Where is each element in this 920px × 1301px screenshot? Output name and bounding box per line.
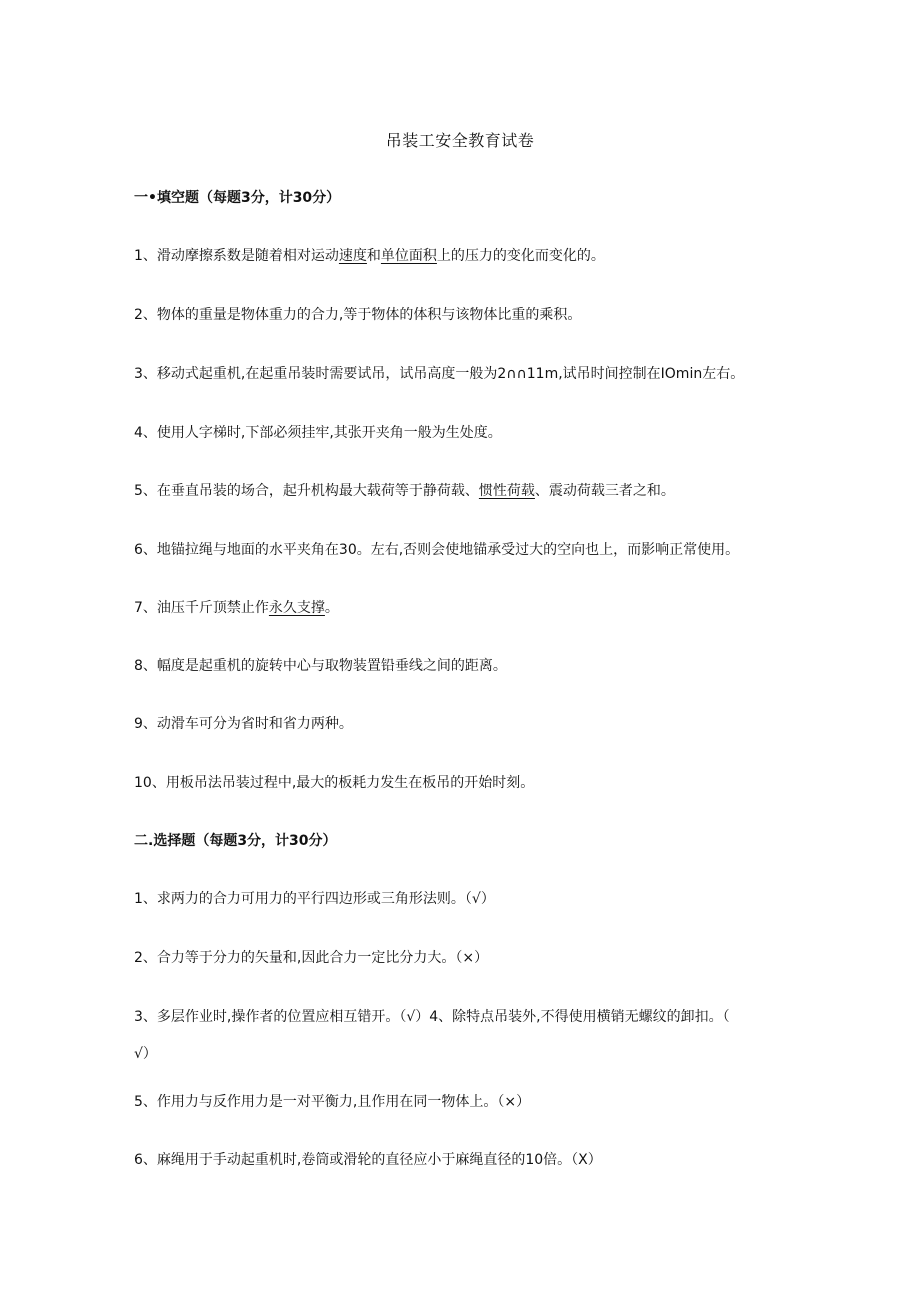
section-heading-fill-in: 一•填空题（每题3分，计30分） xyxy=(134,190,341,206)
question-text: 。 xyxy=(324,600,339,616)
document-title: 吊装工安全教育试卷 xyxy=(385,131,535,150)
fill-in-question-4: 4、使用人字梯时,下部必须挂牢,其张开夹角一般为生处度。 xyxy=(134,425,502,441)
true-false-question-2: 2、合力等于分力的矢量和,因此合力一定比分力大。（×） xyxy=(134,950,489,966)
question-text: 5、在垂直吊装的场合，起升机构最大载荷等于静荷载、 xyxy=(134,483,479,499)
answer-underlined: 惯性荷载 xyxy=(478,483,535,499)
question-text: 上的压力的变化而变化的。 xyxy=(436,248,605,264)
fill-in-question-9: 9、动滑车可分为省时和省力两种。 xyxy=(134,716,353,732)
section-heading-true-false: 二.选择题（每题3分，计30分） xyxy=(134,833,337,849)
question-text: 和 xyxy=(366,248,381,264)
true-false-question-1: 1、求两力的合力可用力的平行四边形或三角形法则。（√） xyxy=(134,891,495,907)
fill-in-question-1 xyxy=(134,246,784,266)
fill-in-question-10: 10、用板吊法吊装过程中,最大的板耗力发生在板吊的开始时刻。 xyxy=(134,775,535,791)
fill-in-question-7 xyxy=(134,598,784,618)
fill-in-question-3: 3、移动式起重机,在起重吊装时需要试吊，试吊高度一般为2∩∩11m,试吊时间控制在IOmin左右。 xyxy=(134,366,745,382)
true-false-question-6: 6、麻绳用于手动起重机时,卷筒或滑轮的直径应小于麻绳直径的10倍。（X） xyxy=(134,1152,602,1168)
true-false-question-3-4: 3、多层作业时,操作者的位置应相互错开。（√）4、除特点吊装外,不得使用横销无螺纹的卸扣。（ xyxy=(134,1009,730,1025)
answer-underlined: 永久支撑 xyxy=(268,600,325,616)
true-false-question-4-continued: √） xyxy=(134,1046,157,1062)
question-text: 、震动荷载三者之和。 xyxy=(534,483,675,499)
fill-in-question-5 xyxy=(134,481,784,501)
answer-underlined: 单位面积 xyxy=(380,248,437,264)
true-false-question-5: 5、作用力与反作用力是一对平衡力,且作用在同一物体上。（×） xyxy=(134,1094,531,1110)
fill-in-question-8: 8、幅度是起重机的旋转中心与取物装置铅垂线之间的距离。 xyxy=(134,658,507,674)
fill-in-question-6: 6、地锚拉绳与地面的水平夹角在30。左右,否则会使地锚承受过大的空向也上，而影响正常使用。 xyxy=(134,542,740,558)
answer-underlined: 速度 xyxy=(338,248,367,264)
question-text: 7、油压千斤顶禁止作 xyxy=(134,600,269,616)
question-text: 1、滑动摩擦系数是随着相对运动 xyxy=(134,248,339,264)
fill-in-question-2: 2、物体的重量是物体重力的合力,等于物体的体积与该物体比重的乘积。 xyxy=(134,307,582,323)
